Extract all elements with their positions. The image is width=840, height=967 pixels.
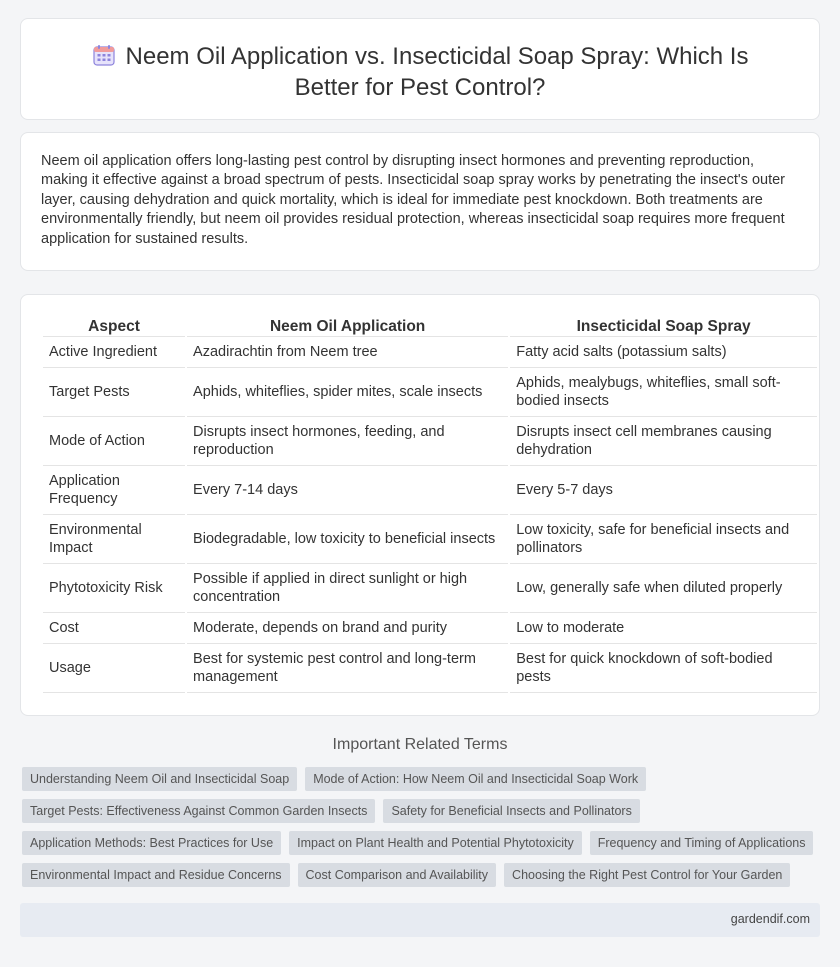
related-term-tag[interactable]: Application Methods: Best Practices for Use	[22, 831, 281, 855]
page-title: Neem Oil Application vs. Insecticidal Soap Spray: Which Is Better for Pest Control?	[125, 43, 749, 101]
column-header-aspect: Aspect	[43, 315, 185, 337]
table-cell-neem: Possible if applied in direct sunlight or high concentration	[187, 564, 508, 613]
page-title-wrap	[21, 41, 819, 103]
table-cell-soap: Best for quick knockdown of soft-bodied pests	[510, 644, 817, 693]
intro-card	[20, 132, 820, 271]
footer	[20, 903, 820, 937]
calendar-icon	[92, 43, 116, 67]
table-cell-soap: Every 5-7 days	[510, 466, 817, 515]
related-terms-heading: Important Related Terms	[332, 736, 508, 753]
table-row	[43, 613, 817, 644]
table-row	[43, 515, 817, 564]
related-term-tag[interactable]: Cost Comparison and Availability	[298, 863, 497, 887]
column-header-insecticidal-soap: Insecticidal Soap Spray	[510, 315, 817, 337]
tag-row	[22, 767, 802, 791]
related-term-tag[interactable]: Frequency and Timing of Applications	[590, 831, 814, 855]
table-row	[43, 417, 817, 466]
related-term-tag[interactable]: Environmental Impact and Residue Concerns	[22, 863, 290, 887]
related-term-tag[interactable]: Safety for Beneficial Insects and Pollinators	[383, 799, 639, 823]
table-cell-soap: Fatty acid salts (potassium salts)	[510, 337, 817, 368]
table-cell-aspect: Environmental Impact	[43, 515, 185, 564]
table-cell-neem: Every 7-14 days	[187, 466, 508, 515]
comparison-table	[41, 315, 819, 693]
table-cell-neem: Aphids, whiteflies, spider mites, scale insects	[187, 368, 508, 417]
table-cell-aspect: Phytotoxicity Risk	[43, 564, 185, 613]
table-cell-soap: Low toxicity, safe for beneficial insects and pollinators	[510, 515, 817, 564]
table-cell-neem: Moderate, depends on brand and purity	[187, 613, 508, 644]
table-cell-neem: Azadirachtin from Neem tree	[187, 337, 508, 368]
related-term-tag[interactable]: Mode of Action: How Neem Oil and Insecticidal Soap Work	[305, 767, 646, 791]
table-row	[43, 564, 817, 613]
related-term-tag[interactable]: Choosing the Right Pest Control for Your Garden	[504, 863, 790, 887]
table-cell-aspect: Application Frequency	[43, 466, 185, 515]
table-cell-neem: Disrupts insect hormones, feeding, and reproduction	[187, 417, 508, 466]
table-row	[43, 644, 817, 693]
intro-paragraph: Neem oil application offers long-lasting pest control by disrupting insect hormones and preventing reproduction, making it effective against a broad spectrum of pests. Insecticidal soap spray works by penetrating the insect's outer layer, causing dehydration and quick mortality, which is ideal for immediate pest knockdown. Both treatments are environmentally friendly, but neem oil provides residual protection, whereas insecticidal soap requires more frequent application for sustained results.	[41, 153, 785, 247]
table-row	[43, 337, 817, 368]
related-term-tag[interactable]: Target Pests: Effectiveness Against Common Garden Insects	[22, 799, 375, 823]
title-card	[20, 18, 820, 120]
table-cell-neem: Biodegradable, low toxicity to beneficial insects	[187, 515, 508, 564]
table-cell-neem: Best for systemic pest control and long-term management	[187, 644, 508, 693]
table-header-row	[43, 315, 817, 337]
related-term-tag[interactable]: Impact on Plant Health and Potential Phytotoxicity	[289, 831, 582, 855]
table-cell-soap: Disrupts insect cell membranes causing dehydration	[510, 417, 817, 466]
tag-row	[22, 863, 802, 887]
table-cell-soap: Low to moderate	[510, 613, 817, 644]
comparison-table-card	[20, 294, 820, 716]
table-cell-aspect: Active Ingredient	[43, 337, 185, 368]
table-row	[43, 368, 817, 417]
table-cell-aspect: Target Pests	[43, 368, 185, 417]
footer-site-link[interactable]: gardendif.com	[730, 912, 810, 926]
table-cell-soap: Low, generally safe when diluted properly	[510, 564, 817, 613]
table-row	[43, 466, 817, 515]
table-cell-aspect: Mode of Action	[43, 417, 185, 466]
column-header-neem-oil: Neem Oil Application	[187, 315, 508, 337]
table-cell-aspect: Cost	[43, 613, 185, 644]
related-terms-list	[22, 767, 806, 895]
tag-row	[22, 831, 806, 855]
table-cell-aspect: Usage	[43, 644, 185, 693]
table-cell-soap: Aphids, mealybugs, whiteflies, small soft-bodied insects	[510, 368, 817, 417]
tag-row	[22, 799, 802, 823]
related-term-tag[interactable]: Understanding Neem Oil and Insecticidal Soap	[22, 767, 297, 791]
